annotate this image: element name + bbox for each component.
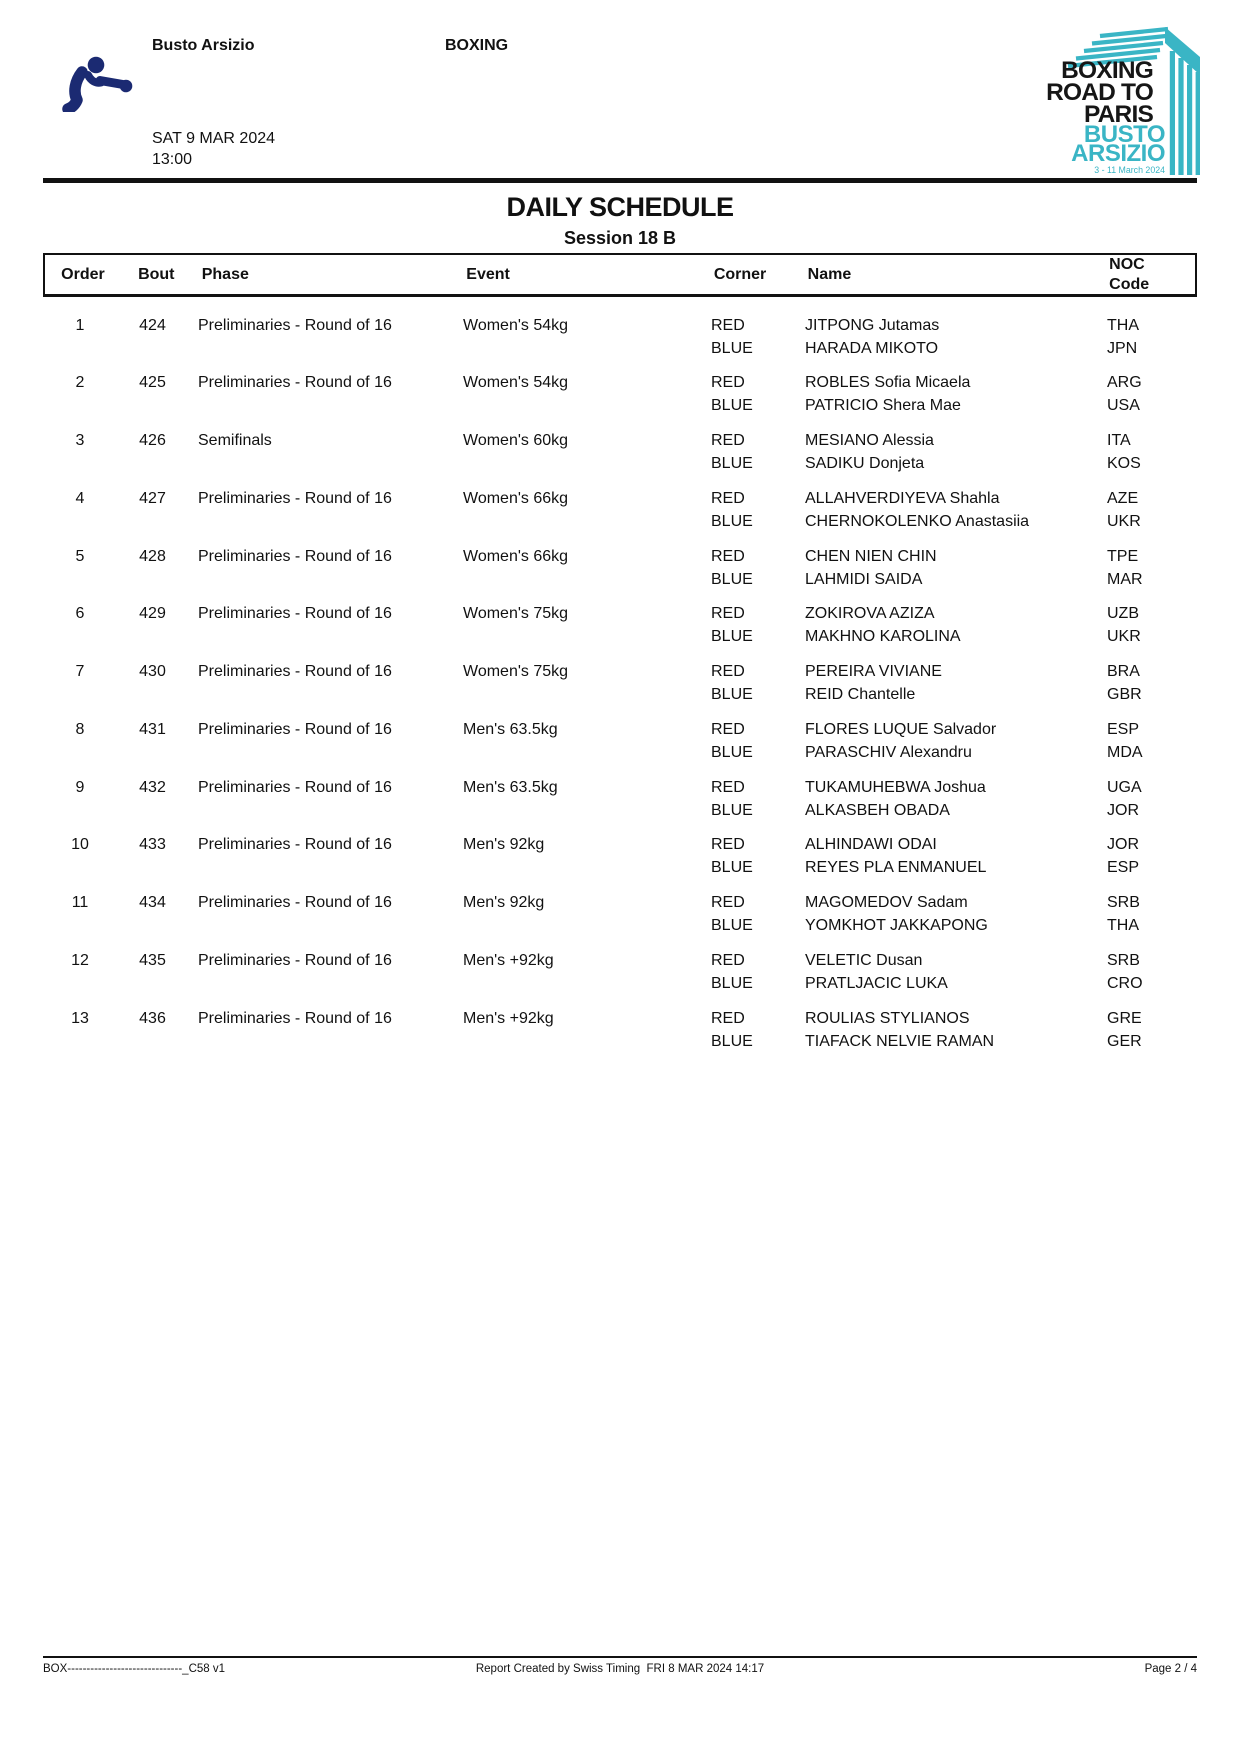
red-noc-code: UZB <box>1107 605 1139 623</box>
schedule-table-body <box>43 297 1197 1048</box>
noc-cell <box>1097 487 1193 528</box>
red-noc-code: BRA <box>1107 663 1140 681</box>
red-corner-label: RED <box>711 489 745 507</box>
bout-row <box>43 875 1197 933</box>
blue-noc-code: GBR <box>1107 686 1142 704</box>
red-athlete-name: MAGOMEDOV Sadam <box>805 894 968 912</box>
red-corner-label: RED <box>711 374 745 392</box>
blue-corner-label: BLUE <box>711 628 753 646</box>
event-cell: Women's 60kg <box>463 432 569 450</box>
red-athlete-name: MESIANO Alessia <box>805 432 934 450</box>
blue-corner-label: BLUE <box>711 339 753 357</box>
name-cell <box>795 545 1097 586</box>
bout-number-cell: 429 <box>139 605 166 623</box>
header-noc-line1: NOC <box>1109 255 1145 273</box>
header-phase: Phase <box>201 265 249 283</box>
bout-row <box>43 355 1197 413</box>
blue-athlete-name: SADIKU Donjeta <box>805 455 925 473</box>
noc-cell <box>1097 776 1193 817</box>
red-corner-label: RED <box>711 720 745 738</box>
blue-noc-code: JOR <box>1107 801 1139 819</box>
event-cell: Women's 54kg <box>463 316 569 334</box>
event-cell: Women's 54kg <box>463 374 569 392</box>
logo-text-road-to: ROAD TO <box>1046 79 1153 106</box>
session-date: SAT 9 MAR 2024 <box>152 130 276 147</box>
sport-title: BOXING <box>445 37 509 54</box>
bout-row <box>43 990 1197 1048</box>
bout-row <box>43 759 1197 817</box>
red-athlete-name: TUKAMUHEBWA Joshua <box>805 778 986 796</box>
red-noc-code: ITA <box>1107 432 1131 450</box>
event-cell: Women's 66kg <box>463 489 569 507</box>
name-cell <box>795 487 1097 528</box>
name-cell <box>795 314 1097 355</box>
name-cell <box>795 891 1097 935</box>
name-cell <box>795 660 1097 704</box>
bout-row <box>43 932 1197 990</box>
noc-cell <box>1097 949 1193 990</box>
red-athlete-name: ALLAHVERDIYEVA Shahla <box>805 489 1000 507</box>
corner-cell <box>701 314 795 355</box>
bout-number-cell: 431 <box>139 720 166 738</box>
phase-cell: Preliminaries - Round of 16 <box>198 489 392 507</box>
corner-cell <box>701 371 795 415</box>
order-cell: 5 <box>75 547 85 565</box>
header-noc <box>1099 255 1195 295</box>
blue-athlete-name: YOMKHOT JAKKAPONG <box>805 917 988 935</box>
phase-cell: Preliminaries - Round of 16 <box>198 1009 392 1027</box>
red-noc-code: JOR <box>1107 836 1139 854</box>
bout-row <box>43 586 1197 644</box>
name-cell <box>795 833 1097 877</box>
bout-row <box>43 701 1197 759</box>
red-athlete-name: ROULIAS STYLIANOS <box>805 1009 970 1027</box>
logo-text-paris: PARIS <box>1083 101 1153 128</box>
blue-noc-code: MDA <box>1107 743 1143 761</box>
phase-cell: Preliminaries - Round of 16 <box>198 374 392 392</box>
order-cell: 12 <box>71 951 89 969</box>
noc-cell <box>1097 371 1193 415</box>
blue-noc-code: CRO <box>1107 974 1143 992</box>
corner-cell <box>701 891 795 935</box>
corner-cell <box>701 429 795 473</box>
blue-noc-code: UKR <box>1107 628 1141 646</box>
phase-cell: Preliminaries - Round of 16 <box>198 778 392 796</box>
red-athlete-name: VELETIC Dusan <box>805 951 923 969</box>
red-noc-code: ESP <box>1107 720 1140 738</box>
red-noc-code: ARG <box>1107 374 1142 392</box>
phase-cell: Preliminaries - Round of 16 <box>198 720 392 738</box>
red-noc-code: GRE <box>1107 1009 1142 1027</box>
bout-number-cell: 435 <box>139 951 166 969</box>
red-noc-code: SRB <box>1107 894 1140 912</box>
red-athlete-name: FLORES LUQUE Salvador <box>805 720 997 738</box>
bout-number-cell: 433 <box>139 836 166 854</box>
blue-athlete-name: LAHMIDI SAIDA <box>805 570 923 588</box>
corner-cell <box>701 833 795 877</box>
event-cell: Men's 92kg <box>463 836 545 854</box>
corner-cell <box>701 776 795 817</box>
noc-cell <box>1097 833 1193 877</box>
noc-cell <box>1097 314 1193 355</box>
order-cell: 1 <box>75 316 85 334</box>
corner-cell <box>701 602 795 646</box>
red-corner-label: RED <box>711 951 745 969</box>
phase-cell: Preliminaries - Round of 16 <box>198 894 392 912</box>
blue-athlete-name: TIAFACK NELVIE RAMAN <box>805 1032 995 1050</box>
blue-athlete-name: PRATLJACIC LUKA <box>805 974 948 992</box>
red-corner-label: RED <box>711 836 745 854</box>
logo-text-dates: 3 - 11 March 2024 <box>1094 165 1165 175</box>
session-time: 13:00 <box>152 151 193 168</box>
blue-corner-label: BLUE <box>711 455 753 473</box>
boxer-pictogram-icon <box>60 56 138 112</box>
bout-row <box>43 297 1197 355</box>
blue-corner-label: BLUE <box>711 1032 753 1050</box>
blue-corner-label: BLUE <box>711 859 753 877</box>
corner-cell <box>701 487 795 528</box>
bout-number-cell: 430 <box>139 663 166 681</box>
header-noc-line2: Code <box>1109 275 1150 293</box>
event-cell: Women's 75kg <box>463 663 569 681</box>
blue-noc-code: ESP <box>1107 859 1140 877</box>
logo-text-arsizio: ARSIZIO <box>1071 140 1165 167</box>
red-corner-label: RED <box>711 894 745 912</box>
header-event: Event <box>466 265 510 283</box>
blue-noc-code: JPN <box>1107 339 1138 357</box>
order-cell: 7 <box>75 663 85 681</box>
phase-cell: Preliminaries - Round of 16 <box>198 663 392 681</box>
blue-corner-label: BLUE <box>711 917 753 935</box>
logo-text-busto: BUSTO <box>1083 121 1165 148</box>
logo-text-boxing: BOXING <box>1061 57 1153 84</box>
bout-row <box>43 470 1197 528</box>
name-cell <box>795 949 1097 990</box>
red-athlete-name: JITPONG Jutamas <box>805 316 940 334</box>
bout-row <box>43 644 1197 702</box>
order-cell: 13 <box>71 1009 89 1027</box>
corner-cell <box>701 660 795 704</box>
blue-corner-label: BLUE <box>711 801 753 819</box>
session-label: Session 18 B <box>563 228 677 248</box>
order-cell: 11 <box>71 894 89 912</box>
red-corner-label: RED <box>711 663 745 681</box>
blue-noc-code: KOS <box>1107 455 1141 473</box>
bout-row <box>43 413 1197 471</box>
red-corner-label: RED <box>711 432 745 450</box>
order-cell: 4 <box>75 489 85 507</box>
corner-cell <box>701 1007 795 1048</box>
event-cell: Men's 63.5kg <box>463 778 558 796</box>
red-noc-code: UGA <box>1107 778 1142 796</box>
phase-cell: Preliminaries - Round of 16 <box>198 316 392 334</box>
red-corner-label: RED <box>711 547 745 565</box>
blue-athlete-name: CHERNOKOLENKO Anastasiia <box>805 512 1030 530</box>
blue-corner-label: BLUE <box>711 512 753 530</box>
phase-cell: Semifinals <box>198 432 272 450</box>
header-divider-rule <box>43 178 1197 183</box>
header-corner: Corner <box>713 265 767 283</box>
road-to-paris-logo <box>1032 26 1200 178</box>
corner-cell <box>701 949 795 990</box>
order-cell: 3 <box>75 432 85 450</box>
noc-cell <box>1097 545 1193 586</box>
phase-cell: Preliminaries - Round of 16 <box>198 951 392 969</box>
blue-corner-label: BLUE <box>711 974 753 992</box>
order-cell: 8 <box>75 720 85 738</box>
event-cell: Men's 92kg <box>463 894 545 912</box>
order-cell: 9 <box>75 778 85 796</box>
blue-corner-label: BLUE <box>711 397 753 415</box>
bout-number-cell: 432 <box>139 778 166 796</box>
noc-cell <box>1097 429 1193 473</box>
bout-row <box>43 817 1197 875</box>
blue-athlete-name: REID Chantelle <box>805 686 916 704</box>
venue-title: Busto Arsizio <box>152 37 255 54</box>
bout-number-cell: 428 <box>139 547 166 565</box>
red-athlete-name: ROBLES Sofia Micaela <box>805 374 971 392</box>
red-athlete-name: ALHINDAWI ODAI <box>805 836 937 854</box>
red-corner-label: RED <box>711 1009 745 1027</box>
red-athlete-name: ZOKIROVA AZIZA <box>805 605 935 623</box>
phase-cell: Preliminaries - Round of 16 <box>198 605 392 623</box>
header-name: Name <box>807 265 852 283</box>
page-number: Page 2 / 4 <box>1144 1663 1197 1675</box>
blue-athlete-name: ALKASBEH OBADA <box>805 801 950 819</box>
event-cell: Women's 75kg <box>463 605 569 623</box>
red-athlete-name: PEREIRA VIVIANE <box>805 663 942 681</box>
blue-athlete-name: PATRICIO Shera Mae <box>805 397 961 415</box>
blue-noc-code: GER <box>1107 1032 1142 1050</box>
noc-cell <box>1097 660 1193 704</box>
red-noc-code: SRB <box>1107 951 1140 969</box>
blue-corner-label: BLUE <box>711 743 753 761</box>
name-cell <box>795 776 1097 817</box>
report-credit: Report Created by Swiss Timing FRI 8 MAR 2024 14:17 <box>475 1663 765 1675</box>
red-noc-code: THA <box>1107 316 1139 334</box>
order-cell: 2 <box>75 374 85 392</box>
corner-cell <box>701 718 795 759</box>
blue-athlete-name: PARASCHIV Alexandru <box>805 743 972 761</box>
red-corner-label: RED <box>711 605 745 623</box>
phase-cell: Preliminaries - Round of 16 <box>198 547 392 565</box>
bout-number-cell: 426 <box>139 432 166 450</box>
corner-cell <box>701 545 795 586</box>
event-cell: Women's 66kg <box>463 547 569 565</box>
bout-number-cell: 427 <box>139 489 166 507</box>
name-cell <box>795 718 1097 759</box>
noc-cell <box>1097 602 1193 646</box>
bout-number-cell: 434 <box>139 894 166 912</box>
red-athlete-name: CHEN NIEN CHIN <box>805 547 937 565</box>
report-code: BOX------------------------------_C58 v1 <box>43 1663 226 1675</box>
red-noc-code: TPE <box>1107 547 1139 565</box>
order-cell: 6 <box>75 605 85 623</box>
bout-number-cell: 436 <box>139 1009 166 1027</box>
noc-cell <box>1097 891 1193 935</box>
event-cell: Men's 63.5kg <box>463 720 558 738</box>
red-noc-code: AZE <box>1107 489 1139 507</box>
name-cell <box>795 371 1097 415</box>
blue-corner-label: BLUE <box>711 570 753 588</box>
red-corner-label: RED <box>711 316 745 334</box>
bout-row <box>43 528 1197 586</box>
blue-athlete-name: HARADA MIKOTO <box>805 339 939 357</box>
header-bout: Bout <box>138 265 175 283</box>
bout-number-cell: 424 <box>139 316 166 334</box>
blue-noc-code: USA <box>1107 397 1140 415</box>
noc-cell <box>1097 718 1193 759</box>
blue-noc-code: MAR <box>1107 570 1143 588</box>
blue-corner-label: BLUE <box>711 686 753 704</box>
noc-cell <box>1097 1007 1193 1048</box>
name-cell <box>795 602 1097 646</box>
event-cell: Men's +92kg <box>463 951 554 969</box>
header-order: Order <box>61 265 105 283</box>
blue-noc-code: THA <box>1107 917 1139 935</box>
table-header-row <box>43 253 1197 297</box>
blue-noc-code: UKR <box>1107 512 1141 530</box>
phase-cell: Preliminaries - Round of 16 <box>198 836 392 854</box>
order-cell: 10 <box>71 836 89 854</box>
name-cell <box>795 1007 1097 1048</box>
page-title: DAILY SCHEDULE <box>506 192 734 222</box>
red-corner-label: RED <box>711 778 745 796</box>
blue-athlete-name: REYES PLA ENMANUEL <box>805 859 987 877</box>
blue-athlete-name: MAKHNO KAROLINA <box>805 628 961 646</box>
event-cell: Men's +92kg <box>463 1009 554 1027</box>
bout-number-cell: 425 <box>139 374 166 392</box>
name-cell <box>795 429 1097 473</box>
footer-divider-rule <box>43 1656 1197 1658</box>
